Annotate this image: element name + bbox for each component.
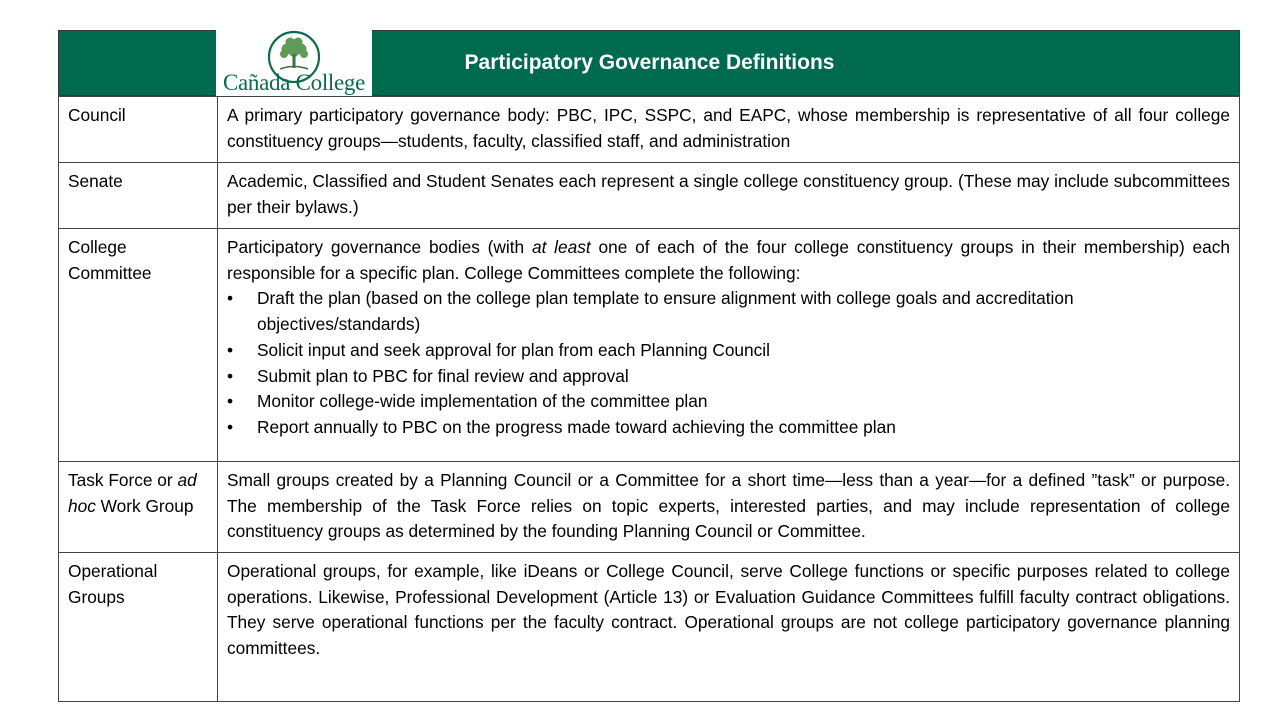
definition-intro bbox=[227, 235, 1230, 286]
definition-cell: Small groups created by a Planning Council or a Committee for a short time—less than a year—for a defined ”task” or purpose. The membership of the Task Force relies on topic experts, interested parties, and may include representation of college constituency groups as determined by the founding Planning Council or Committee. bbox=[218, 462, 1240, 553]
definitions-table bbox=[58, 96, 1240, 702]
definition-cell: Academic, Classified and Student Senates each represent a single college constituency group. (These may include subcommittees per their bylaws.) bbox=[218, 163, 1240, 229]
bullet-icon: • bbox=[227, 288, 234, 309]
term-text: Work Group bbox=[95, 495, 194, 516]
bullet-icon: • bbox=[227, 365, 234, 386]
term-text: Task Force or bbox=[68, 470, 178, 490]
emphasis-text: ad hoc bbox=[68, 470, 197, 516]
definition-cell: A primary participatory governance body: PBC, IPC, SSPC, and EAPC, whose membership is representative of all four college constituency groups—students, faculty, classified staff, and administration bbox=[218, 97, 1240, 163]
list-item-text: Solicit input and seek approval for plan from each Planning Council bbox=[257, 339, 770, 360]
bullet-icon: • bbox=[227, 339, 234, 360]
emphasis-text: at least bbox=[531, 237, 591, 257]
term-cell: Council bbox=[59, 97, 218, 163]
list-item-text: Monitor college-wide implementation of the committee plan bbox=[257, 391, 708, 412]
definition-text: Participatory governance bodies (with bbox=[227, 237, 532, 257]
table-row bbox=[59, 462, 1240, 553]
logo-text: Cañada College bbox=[222, 70, 366, 95]
table-row bbox=[59, 163, 1240, 229]
list-item bbox=[227, 286, 1230, 337]
list-item-text: Draft the plan (based on the college plan template to ensure alignment with college goals and accreditation objectives/standards) bbox=[257, 288, 1074, 335]
bullet-icon: • bbox=[227, 391, 234, 412]
list-item bbox=[227, 338, 1230, 364]
term-cell bbox=[59, 462, 218, 553]
term-cell: College Committee bbox=[59, 229, 218, 462]
term-cell: Operational Groups bbox=[59, 553, 218, 702]
page-title: Participatory Governance Definitions bbox=[464, 51, 835, 74]
table-row bbox=[59, 97, 1240, 163]
list-item-text: Report annually to PBC on the progress made toward achieving the committee plan bbox=[257, 416, 896, 437]
bullet-icon: • bbox=[227, 416, 234, 437]
college-logo bbox=[216, 30, 372, 96]
definition-text: one of each of the four college constituency groups in their membership) each responsible for a specific plan. College Committees complete the following: bbox=[227, 237, 1230, 283]
term-cell: Senate bbox=[59, 163, 218, 229]
definition-cell bbox=[218, 229, 1240, 462]
list-item-text: Submit plan to PBC for final review and approval bbox=[257, 365, 629, 386]
bullet-list bbox=[227, 286, 1230, 440]
list-item bbox=[227, 415, 1230, 441]
table-row bbox=[59, 553, 1240, 702]
list-item bbox=[227, 389, 1230, 415]
list-item bbox=[227, 364, 1230, 390]
definition-cell: Operational groups, for example, like iDeans or College Council, serve College functions or specific purposes related to college operations. Likewise, Professional Development (Article 13) or Evaluation Guidance Committees fulfill faculty contract obligations. They serve operational functions per the faculty contract. Operational groups are not college participatory governance planning committees. bbox=[218, 553, 1240, 702]
table-row bbox=[59, 229, 1240, 462]
